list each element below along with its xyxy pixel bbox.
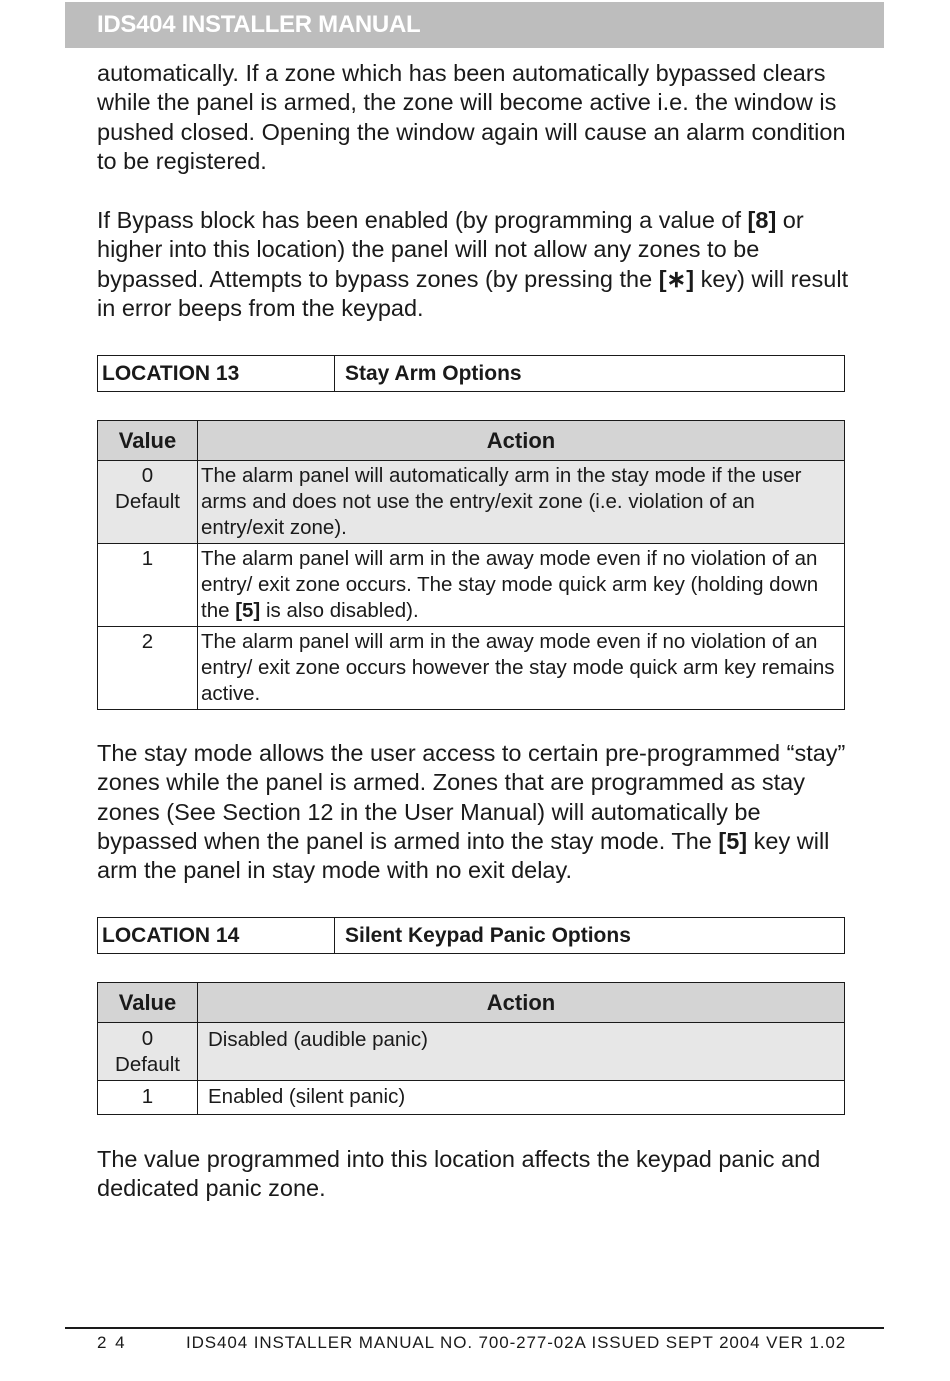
closing-paragraph: The value programmed into this location affects the keypad panic and dedicated panic zone. [97, 1146, 821, 1202]
location-14-label: LOCATION 14 [98, 918, 335, 953]
header-title: IDS404 INSTALLER MANUAL [97, 11, 421, 38]
location-13-label: LOCATION 13 [98, 356, 335, 391]
location-14-header [97, 917, 845, 954]
location-13-name: Stay Arm Options [345, 362, 522, 385]
intro-paragraph-2 [97, 206, 857, 323]
bold-key-5: [5] [718, 827, 748, 854]
value-cell [98, 1023, 198, 1081]
action-column-header: Action [198, 983, 845, 1023]
action-cell: Enabled (silent panic) [198, 1081, 845, 1115]
default-label: Default [115, 490, 180, 513]
text-run: key will arm the panel in stay mode with no exit delay. [97, 827, 830, 884]
table-row [98, 544, 845, 627]
table-row [98, 627, 845, 710]
footer-text: IDS404 INSTALLER MANUAL NO. 700-277-02A ISSUED SEPT 2004 VER 1.02 [186, 1333, 847, 1352]
action-cell: Disabled (audible panic) [198, 1023, 845, 1081]
table-row [98, 1081, 845, 1115]
action-cell: The alarm panel will automatically arm in the stay mode if the user arms and does not use the entry/exit zone (i.e. violation of an entry/exit zone). [198, 461, 845, 544]
footer-divider [65, 1327, 884, 1329]
location-14-table [97, 982, 845, 1115]
value-column-header: Value [98, 421, 198, 461]
table-row [98, 461, 845, 544]
bold-key-5: [5] [235, 599, 261, 622]
value-text: 0 [141, 464, 154, 487]
text-run: or higher into this location) the panel will not allow any zones to be bypassed. Attempts to bypass zones (by pressing the [97, 207, 804, 292]
bold-key-8: [8] [747, 207, 777, 233]
text-run: The stay mode allows the user access to certain pre-programmed “stay” zones while the panel is armed. Zones that are programmed as stay zones (See Section 12 in the User Manual) will automatically be bypassed when the panel is armed into the stay mode. The [97, 740, 846, 854]
value-text: 0 [141, 1027, 154, 1050]
value-cell: 1 [98, 1081, 198, 1115]
value-cell: 1 [98, 544, 198, 627]
table-row [98, 1023, 845, 1081]
default-label: Default [115, 1053, 180, 1076]
table-header-row [98, 983, 845, 1023]
action-column-header: Action [198, 421, 845, 461]
text-run: If Bypass block has been enabled (by programming a value of [97, 207, 748, 233]
value-cell: 2 [98, 627, 198, 710]
stay-mode-paragraph [97, 739, 849, 885]
page-header [65, 2, 884, 48]
location-13-header [97, 355, 845, 392]
value-cell [98, 461, 198, 544]
action-cell [198, 544, 845, 627]
page-number: 2 4 [97, 1333, 127, 1352]
location-13-table [97, 420, 845, 710]
action-cell: The alarm panel will arm in the away mode even if no violation of an entry/ exit zone occurs however the stay mode quick arm key remains active. [198, 627, 845, 710]
text-run: key) will result in error beeps from the keypad. [97, 265, 849, 321]
bold-key-star: [∗] [658, 265, 695, 292]
text-run: The alarm panel will arm in the away mode even if no violation of an entry/ exit zone occurs. The stay mode quick arm key (holding down the [201, 547, 819, 622]
location-14-name: Silent Keypad Panic Options [345, 924, 631, 947]
text-run: is also disabled). [260, 599, 419, 622]
table-header-row [98, 421, 845, 461]
intro-paragraph-1: automatically. If a zone which has been automatically bypassed clears while the panel is armed, the zone will become active i.e. the window is pushed closed. Opening the window again will cause an alarm condition to be registered. [97, 60, 846, 174]
value-column-header: Value [98, 983, 198, 1023]
